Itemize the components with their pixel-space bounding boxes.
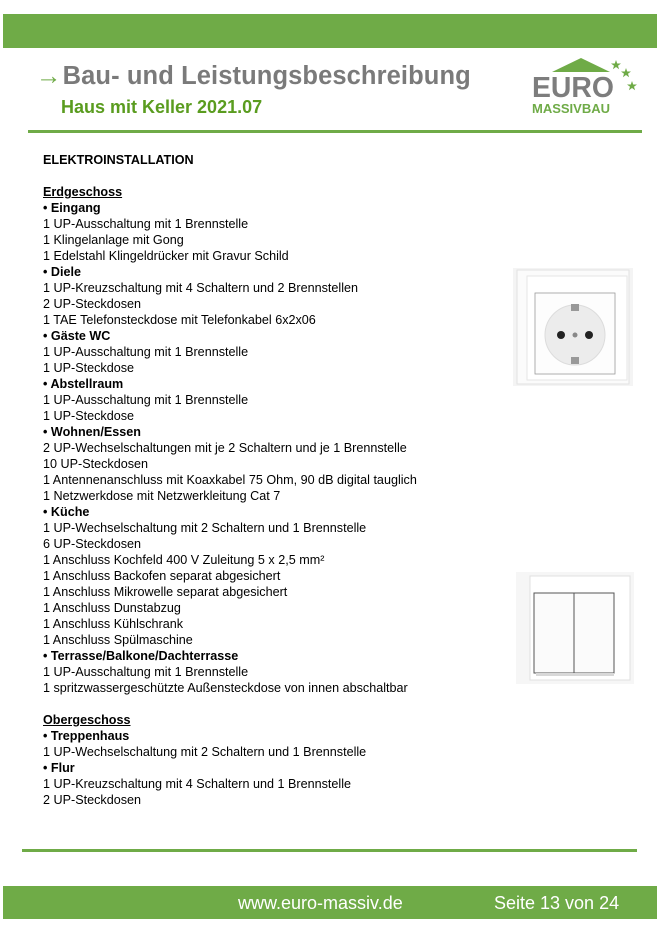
room-heading: • Gäste WC bbox=[43, 329, 111, 343]
room-heading: • Terrasse/Balkone/Dachterrasse bbox=[43, 649, 239, 663]
document-subtitle: Haus mit Keller 2021.07 bbox=[61, 97, 263, 117]
title-text: Bau- und Leistungsbeschreibung bbox=[62, 62, 471, 90]
footer-band bbox=[3, 886, 657, 919]
room-heading: • Eingang bbox=[43, 201, 101, 215]
floor-heading: Obergeschoss bbox=[43, 713, 131, 727]
list-item: 1 UP-Steckdose bbox=[43, 361, 134, 375]
page-number: Seite 13 von 24 bbox=[494, 893, 620, 913]
list-item: 1 UP-Ausschaltung mit 1 Brennstelle bbox=[43, 665, 249, 679]
spacer bbox=[43, 696, 493, 712]
list-item: 10 UP-Steckdosen bbox=[43, 457, 149, 471]
list-item: 1 Antennenanschluss mit Koaxkabel 75 Ohm, 90 dB digital tauglich bbox=[43, 473, 417, 487]
list-item: 1 TAE Telefonsteckdose mit Telefonkabel 6x2x06 bbox=[43, 313, 316, 327]
list-item: 2 UP-Wechselschaltungen mit je 2 Schaltern und je 1 Brennstelle bbox=[43, 441, 407, 455]
room-heading: • Küche bbox=[43, 505, 90, 519]
website-link[interactable]: www.euro-massiv.de bbox=[238, 893, 403, 913]
list-item: 1 UP-Ausschaltung mit 1 Brennstelle bbox=[43, 345, 249, 359]
room-heading: • Diele bbox=[43, 265, 82, 279]
logo-sub-text: MASSIVBAU bbox=[532, 101, 610, 116]
spacer bbox=[43, 168, 493, 184]
list-item: 1 Anschluss Kühlschrank bbox=[43, 617, 184, 631]
footer-divider bbox=[22, 849, 637, 852]
list-item: 1 Klingelanlage mit Gong bbox=[43, 233, 184, 247]
list-item: 1 UP-Kreuzschaltung mit 4 Schaltern und 2 Brennstellen bbox=[43, 281, 359, 295]
list-item: 1 UP-Ausschaltung mit 1 Brennstelle bbox=[43, 217, 249, 231]
document-title bbox=[36, 62, 471, 91]
room-heading: • Wohnen/Essen bbox=[43, 425, 141, 439]
list-item: 1 UP-Ausschaltung mit 1 Brennstelle bbox=[43, 393, 249, 407]
list-item: 1 UP-Wechselschaltung mit 2 Schaltern und 1 Brennstelle bbox=[43, 745, 367, 759]
room-heading: • Flur bbox=[43, 761, 75, 775]
list-item: 1 UP-Wechselschaltung mit 2 Schaltern und 1 Brennstelle bbox=[43, 521, 367, 535]
arrow-right-icon: → bbox=[36, 62, 62, 90]
list-item: 1 UP-Kreuzschaltung mit 4 Schaltern und 1 Brennstelle bbox=[43, 777, 352, 791]
list-item: 2 UP-Steckdosen bbox=[43, 297, 142, 311]
header-band bbox=[3, 14, 657, 48]
list-item: 1 Anschluss Backofen separat abgesichert bbox=[43, 569, 281, 583]
list-item: 6 UP-Steckdosen bbox=[43, 537, 142, 551]
list-item: 1 Edelstahl Klingeldrücker mit Gravur Schild bbox=[43, 249, 289, 263]
logo-main-text: EURO bbox=[532, 72, 614, 104]
list-item: 1 Anschluss Spülmaschine bbox=[43, 633, 193, 647]
logo-roof-icon bbox=[552, 58, 610, 72]
header-divider bbox=[28, 130, 642, 133]
euro-massivbau-logo bbox=[526, 58, 646, 120]
room-heading: • Abstellraum bbox=[43, 377, 124, 391]
list-item: 1 Netzwerkdose mit Netzwerkleitung Cat 7 bbox=[43, 489, 281, 503]
floors-list bbox=[43, 184, 493, 808]
list-item: 1 UP-Steckdose bbox=[43, 409, 134, 423]
list-item: 1 Anschluss Kochfeld 400 V Zuleitung 5 x 2,5 mm² bbox=[43, 553, 325, 567]
list-item: 1 Anschluss Mikrowelle separat abgesichert bbox=[43, 585, 288, 599]
list-item: 2 UP-Steckdosen bbox=[43, 793, 142, 807]
socket-outlet-image bbox=[513, 268, 633, 386]
logo-stars-icon bbox=[611, 60, 637, 90]
list-item: 1 Anschluss Dunstabzug bbox=[43, 601, 181, 615]
light-switch-image bbox=[516, 572, 634, 684]
room-heading: • Treppenhaus bbox=[43, 729, 130, 743]
content bbox=[43, 152, 493, 808]
list-item: 1 spritzwassergeschützte Außensteckdose von innen abschaltbar bbox=[43, 681, 408, 695]
section-title: ELEKTROINSTALLATION bbox=[43, 153, 194, 167]
floor-heading: Erdgeschoss bbox=[43, 185, 123, 199]
